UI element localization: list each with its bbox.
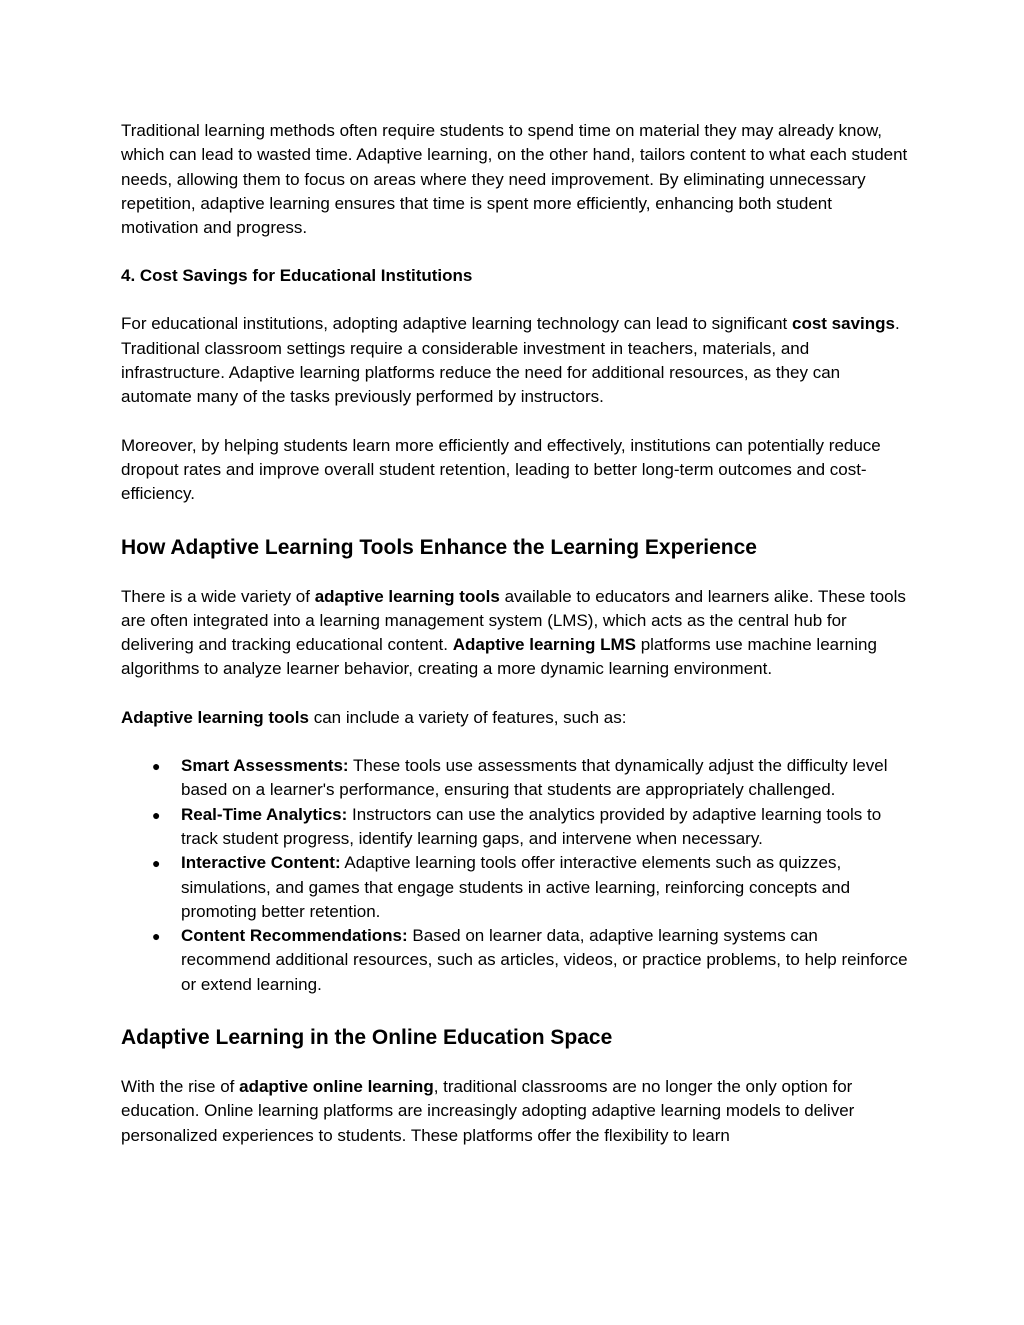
- paragraph-intro: Traditional learning methods often require students to spend time on material they may already know, which can lead to wasted time. Adaptive learning, on the other hand, tailors content to what each student needs, allowing them to focus on areas where they need improvement. By eliminating unnecessary repetition, adaptive learning ensures that time is spent more efficiently, enhancing both student motivation and progress.: [121, 121, 908, 238]
- list-item-text: Instructors can use the analytics provided by adaptive learning tools to track student progress, identify learning gaps, and intervene when necessary.: [181, 804, 882, 848]
- tools-text-3: platforms use machine learning algorithms to analyze learner behavior, creating a more dynamic learning environment.: [121, 635, 877, 679]
- tools-text-1: There is a wide variety of: [121, 586, 315, 606]
- bullet-icon: ●: [152, 855, 161, 872]
- feature-list: [121, 754, 911, 997]
- heading-cost-savings: 4. Cost Savings for Educational Institutions: [121, 266, 473, 286]
- list-item-title: Content Recommendations:: [181, 926, 408, 946]
- heading-tools: How Adaptive Learning Tools Enhance the Learning Experience: [121, 535, 757, 559]
- tools-text-2: available to educators and learners alike. These tools are often integrated into a learning management system (LMS), which acts as the central hub for delivering and tracking educational content.: [121, 586, 906, 655]
- document-page: [121, 119, 911, 1148]
- tools-bold-2: Adaptive learning LMS: [452, 635, 636, 655]
- list-item-text: These tools use assessments that dynamically adjust the difficulty level based on a learner's performance, ensuring that students are appropriately challenged.: [181, 756, 888, 800]
- heading-online: Adaptive Learning in the Online Education Space: [121, 1026, 613, 1050]
- bullet-icon: ●: [152, 806, 161, 823]
- list-item: [121, 851, 911, 924]
- list-item: [121, 803, 911, 852]
- list-item-text: Adaptive learning tools offer interactive elements such as quizzes, simulations, and games that engage students in active learning, reinforcing concepts and promoting better retention.: [181, 853, 851, 921]
- list-item-text: Based on learner data, adaptive learning systems can recommend additional resources, such as articles, videos, or practice problems, to help reinforce or extend learning.: [181, 926, 908, 994]
- list-item: [121, 754, 911, 803]
- paragraph-tools: [121, 585, 911, 682]
- online-text-after: , traditional classrooms are no longer the only option for education. Online learning platforms are increasingly adopting adaptive learning models to deliver personalized experiences to students. These platforms offer the flexibility to learn: [121, 1077, 855, 1145]
- paragraph-moreover: Moreover, by helping students learn more efficiently and effectively, institutions can potentially reduce dropout rates and improve overall student retention, leading to better long-term outcomes and cost-efficiency.: [121, 435, 881, 504]
- online-bold-term: adaptive online learning: [239, 1077, 434, 1097]
- cost-bold-term: cost savings: [792, 314, 895, 334]
- cost-text-before: For educational institutions, adopting adaptive learning technology can lead to significant: [121, 314, 792, 334]
- bullet-icon: ●: [152, 758, 161, 775]
- tools-bold-1: adaptive learning tools: [314, 586, 500, 606]
- cost-text-after: . Traditional classroom settings require a considerable investment in teachers, materials, and infrastructure. Adaptive learning platforms reduce the need for additional resources, as they can automate many of the tasks previously performed by instructors.: [121, 314, 900, 407]
- features-bold: Adaptive learning tools: [121, 707, 309, 727]
- list-item-title: Interactive Content:: [181, 853, 341, 873]
- list-item-title: Real-Time Analytics:: [181, 804, 348, 824]
- list-item-title: Smart Assessments:: [181, 756, 349, 776]
- online-text-before: With the rise of: [121, 1077, 240, 1097]
- features-text: can include a variety of features, such as:: [308, 707, 627, 727]
- paragraph-online: [121, 1075, 911, 1148]
- list-item: [121, 924, 911, 997]
- bullet-icon: ●: [152, 928, 161, 945]
- paragraph-cost-savings: [121, 312, 911, 409]
- paragraph-features-intro: [121, 706, 911, 730]
